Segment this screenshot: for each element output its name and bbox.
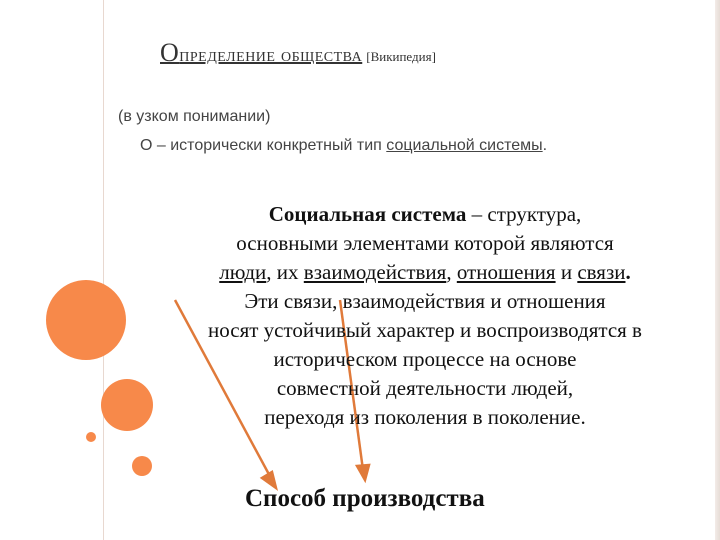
arrow-links-head <box>357 465 369 480</box>
word-and: и <box>555 260 578 284</box>
definition-line <box>140 137 547 155</box>
line-end: . <box>625 260 631 284</box>
sep-1: , их <box>266 260 304 284</box>
word-links: связи <box>577 260 626 284</box>
paragraph-line-3 <box>120 258 720 287</box>
definition-suffix: . <box>542 137 548 154</box>
word-people: люди <box>219 260 267 284</box>
definition-prefix: О – исторически конкретный тип <box>140 137 387 154</box>
bottom-label: Способ производства <box>245 485 485 512</box>
circle-small <box>132 456 152 476</box>
term: Социальная система <box>268 202 467 226</box>
paragraph-line-2: основными элементами которой являются <box>236 231 614 255</box>
narrow-sense-label: (в узком понимании) <box>118 108 271 125</box>
paragraph-line-4: Эти связи, взаимодействия и отношения <box>244 289 606 313</box>
term-rest: – структура, <box>466 202 582 226</box>
paragraph-line-5: носят устойчивый характер и воспроизводятся в <box>208 318 642 342</box>
page-title <box>160 38 436 68</box>
word-interactions: взаимодействия <box>303 260 447 284</box>
main-paragraph <box>120 200 720 432</box>
circle-tiny <box>86 432 96 442</box>
title-source-note: [Википедия] <box>366 49 436 64</box>
circle-large <box>46 280 126 360</box>
title-text: пределение общества <box>179 44 363 66</box>
paragraph-line-8: переходя из поколения в поколение. <box>264 405 586 429</box>
paragraph-line-6: историческом процессе на основе <box>273 347 577 371</box>
paragraph-line-1 <box>120 200 720 229</box>
title-initial: О <box>160 38 180 67</box>
word-relations: отношения <box>456 260 556 284</box>
paragraph-line-7: совместной деятельности людей, <box>276 376 574 400</box>
sep-2: , <box>446 260 457 284</box>
definition-link: социальной системы <box>386 137 543 154</box>
